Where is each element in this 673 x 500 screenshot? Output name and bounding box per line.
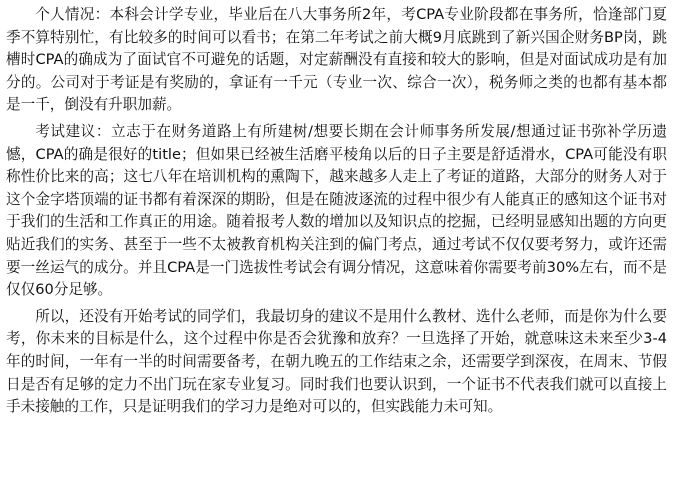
paragraph-personal-situation: 个人情况：本科会计学专业，毕业后在八大事务所2年，考CPA专业阶段都在事务所，恰逢部门夏季不算特别忙，有比较多的时间可以看书；在第二年考试之前大概9月底跳到了新兴国企财务BP岗，跳槽时CPA的确成为了面试官不可避免的话题，对定薪酬没有直接和较大的影响，但是对面试成功是有加分的。公司对于考证是有奖励的，拿证有一千元（专业一次、综合一次），税务师之类的也都有基本都是一千，倒没有升职加薪。	[6, 6, 667, 114]
paragraph-exam-advice: 考试建议：立志于在财务道路上有所建树/想要长期在会计师事务所发展/想通过证书弥补学历遗憾，CPA的确是很好的title；但如果已经被生活磨平棱角以后的日子主要是舒适滑水，CPA可能没有职称性价比来的高；这七八年在培训机构的熏陶下，越来越多人走上了考证的道路，大部分的财务人对于这个金字塔顶端的证书都有着深深的期盼，但是在随波逐流的过程中很少有人能真正的感知这个证书对于我们的生活和工作真正的用途。随着报考人数的增加以及知识点的挖掘，已经明显感知出题的方向更贴近我们的实务、甚至于一些不太被教育机构关注到的偏门考点，通过考试不仅仅要考努力，或许还需要一丝运气的成分。并且CPA是一门选拔性考试会有调分情况，这意味着你需要考前30%左右，而不是仅仅60分足够。	[6, 122, 667, 299]
paragraph-conclusion: 所以，还没有开始考试的同学们，我最切身的建议不是用什么教材、选什么老师，而是你为什么要考，你未来的目标是什么，这个过程中你是否会犹豫和放弃？一旦选择了开始，就意味这未来至少3-4年的时间，一年有一半的时间需要备考，在朝九晚五的工作结束之余，还需要学到深夜，在周末、节假日是否有足够的定力不出门玩在家专业复习。同时我们也要认识到，一个证书不代表我们就可以直接上手未接触的工作，只是证明我们的学习力是绝对可以的，但实践能力未可知。	[6, 307, 667, 416]
